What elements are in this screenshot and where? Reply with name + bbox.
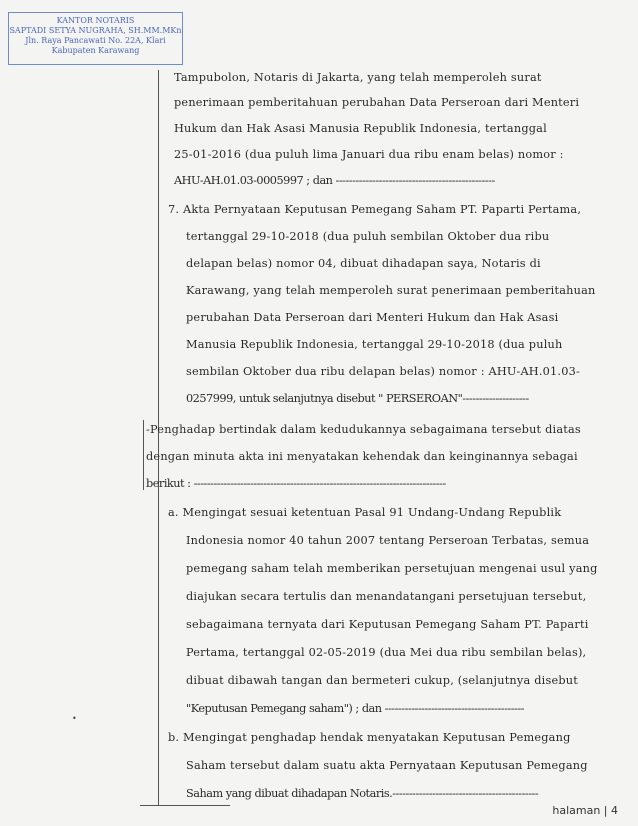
stamp-line-1: KANTOR NOTARIS [56,16,135,25]
text-line: berikut : ---------------------------------------------------------------------------- [146,477,446,490]
text-line: 25-01-2016 (dua puluh lima Januari dua ribu enam belas) nomor : [174,148,564,161]
text-line: tertanggal 29-10-2018 (dua puluh sembilan Oktober dua ribu [186,230,550,243]
text-line: Hukum dan Hak Asasi Manusia Republik Indonesia, tertanggal [174,122,547,135]
text-line: sebagaimana ternyata dari Keputusan Pemegang Saham PT. Paparti [186,618,589,631]
notary-stamp [8,12,183,65]
text-line: dengan minuta akta ini menyatakan kehendak dan keinginannya sebagai [146,450,578,463]
text-line: "Keputusan Pemegang saham") ; dan ------------------------------------------ [186,702,524,715]
stamp-line-2: SAPTADI SETYA NUGRAHA, SH.MM.MKn [9,26,182,35]
bottom-rule [140,805,230,806]
margin-line [158,70,159,805]
text-line: perubahan Data Perseroan dari Menteri Hukum dan Hak Asasi [186,311,559,324]
text-line: -Penghadap bertindak dalam kedudukannya sebagaimana tersebut diatas [146,423,581,436]
text-line: penerimaan pemberitahuan perubahan Data Perseroan dari Menteri [174,96,580,109]
text-line: Saham yang dibuat dihadapan Notaris.-------------------------------------------- [186,787,539,800]
stamp-line-3: Jln. Raya Pancawati No. 22A, Klari [25,36,166,45]
text-line: 0257999, untuk selanjutnya disebut " PERSEROAN"-------------------- [186,392,529,405]
page-number: halaman | 4 [552,804,618,817]
text-line: Manusia Republik Indonesia, tertanggal 29-10-2018 (dua puluh [186,338,563,351]
text-line: pemegang saham telah memberikan persetujuan mengenai usul yang [186,562,598,575]
text-line: dibuat dibawah tangan dan bermeteri cukup, (selanjutnya disebut [186,674,578,687]
list-item-a: a. Mengingat sesuai ketentuan Pasal 91 Undang-Undang Republik [168,506,562,519]
margin-mark: • [72,714,77,723]
text-line: sembilan Oktober dua ribu delapan belas) nomor : AHU-AH.01.03- [186,365,581,378]
text-line: diajukan secara tertulis dan menandatangani persetujuan tersebut, [186,590,587,603]
list-item-7: 7. Akta Pernyataan Keputusan Pemegang Saham PT. Paparti Pertama, [168,203,582,216]
text-line: Indonesia nomor 40 tahun 2007 tentang Perseroan Terbatas, semua [186,534,590,547]
text-line: Saham tersebut dalam suatu akta Pernyataan Keputusan Pemegang [186,759,588,772]
text-line: Pertama, tertanggal 02-05-2019 (dua Mei dua ribu sembilan belas), [186,646,587,659]
list-item-b: b. Mengingat penghadap hendak menyatakan Keputusan Pemegang [168,731,571,744]
text-line: AHU-AH.01.03-0005997 ; dan ------------------------------------------------ [174,174,495,187]
text-line: delapan belas) nomor 04, dibuat dihadapan saya, Notaris di [186,257,541,270]
stamp-line-4: Kabupaten Karawang [51,46,140,55]
margin-line-secondary [143,420,144,490]
text-line: Tampubolon, Notaris di Jakarta, yang telah memperoleh surat [174,71,542,84]
text-line: Karawang, yang telah memperoleh surat penerimaan pemberitahuan [186,284,596,297]
